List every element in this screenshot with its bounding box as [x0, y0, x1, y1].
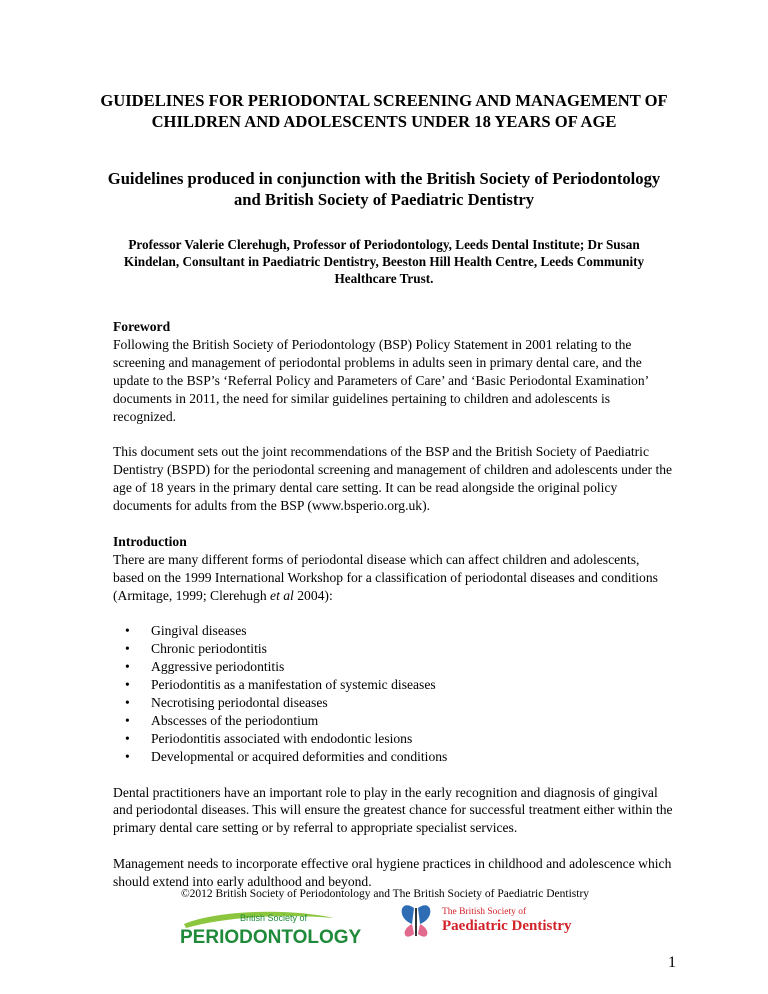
- list-item: [125, 694, 673, 712]
- page-number: 1: [668, 954, 676, 971]
- list-item-text: Periodontitis as a manifestation of systemic diseases: [151, 677, 436, 693]
- document-body: [113, 318, 673, 891]
- list-item: [125, 658, 673, 676]
- list-item-text: Developmental or acquired deformities and conditions: [151, 748, 448, 764]
- introduction-paragraph-3: Management needs to incorporate effective oral hygiene practices in childhood and adolescence which should extend into early adulthood and beyond.: [113, 856, 672, 890]
- bullet-icon: •: [125, 677, 130, 693]
- bspd-logo: [396, 900, 592, 946]
- list-item-text: Necrotising periodontal diseases: [151, 694, 328, 710]
- list-item: [125, 730, 673, 748]
- introduction-heading: Introduction: [113, 533, 187, 549]
- bullet-icon: •: [125, 659, 130, 675]
- bspd-logo-main-text: Paediatric Dentistry: [442, 918, 572, 934]
- intro-text-start: There are many different forms of periodontal disease which can affect children and adolescents, based on the 1999 International Workshop for a classification of periodontal diseases and conditions (Armitage, 1999; Clerehugh: [113, 551, 658, 603]
- bullet-icon: •: [125, 623, 130, 639]
- bullet-icon: •: [125, 730, 130, 746]
- bspd-logo-top-text: The British Society of: [442, 907, 527, 917]
- foreword-paragraph-2: This document sets out the joint recommendations of the BSP and the British Society of Paediatric Dentistry (BSPD) for the periodontal screening and management of children and adolescents under the age of 18 years in the primary dental care setting. It can be read alongside the original policy documents for adults from the BSP (www.bsperio.org.uk).: [113, 444, 673, 514]
- bsp-logo-main-text: PERIODONTOLOGY: [180, 927, 362, 948]
- list-item-text: Aggressive periodontitis: [151, 659, 285, 675]
- butterfly-icon: [402, 905, 431, 936]
- copyright-line: ©2012 British Society of Periodontology and The British Society of Paediatric Dentistry: [180, 888, 590, 900]
- authors-line: Professor Valerie Clerehugh, Professor of Periodontology, Leeds Dental Institute; Dr Susan Kindelan, Consultant in Paediatric Dentistry, Beeston Hill Health Centre, Leeds Community Healthcare Trust.: [123, 237, 645, 287]
- foreword-heading: Foreword: [113, 319, 171, 334]
- foreword-paragraph-1: Following the British Society of Periodontology (BSP) Policy Statement in 2001 relating to the screening and management of periodontal problems in adults seen in primary dental care, and the update to the BSP’s ‘Referral Policy and Parameters of Care’ and ‘Basic Periodontal Examination’ documents in 2011, the need for similar guidelines pertaining to children and adolescents is recognized.: [113, 336, 649, 424]
- list-item: [125, 676, 673, 694]
- bullet-icon: •: [125, 748, 130, 764]
- bullet-icon: •: [125, 712, 130, 728]
- intro-text-italic: et al: [270, 587, 294, 603]
- bsp-logo-top-text: British Society of: [240, 913, 308, 923]
- document-title: GUIDELINES FOR PERIODONTAL SCREENING AND MANAGEMENT OF CHILDREN AND ADOLESCENTS UNDER 18 YEARS OF AGE: [100, 91, 668, 131]
- list-item: [125, 622, 673, 640]
- introduction-paragraph-1: [113, 551, 673, 605]
- list-item-text: Periodontitis associated with endodontic lesions: [151, 730, 413, 746]
- document-subtitle: Guidelines produced in conjunction with the British Society of Periodontology and British Society of Paediatric Dentistry: [107, 169, 661, 209]
- bsp-logo: [178, 908, 362, 952]
- list-item-text: Gingival diseases: [151, 623, 247, 639]
- disease-list: [113, 622, 673, 765]
- bullet-icon: •: [125, 694, 130, 710]
- introduction-paragraph-2: Dental practitioners have an important role to play in the early recognition and diagnosis of gingival and periodontal diseases. This will ensure the greatest chance for successful treatment either within the primary dental care setting or by referral to appropriate specialist services.: [113, 784, 673, 836]
- list-item: [125, 712, 673, 730]
- list-item: [125, 640, 673, 658]
- intro-text-end: 2004):: [293, 587, 333, 603]
- bullet-icon: •: [125, 641, 130, 657]
- list-item: [125, 748, 673, 766]
- list-item-text: Abscesses of the periodontium: [151, 712, 319, 728]
- list-item-text: Chronic periodontitis: [151, 641, 267, 657]
